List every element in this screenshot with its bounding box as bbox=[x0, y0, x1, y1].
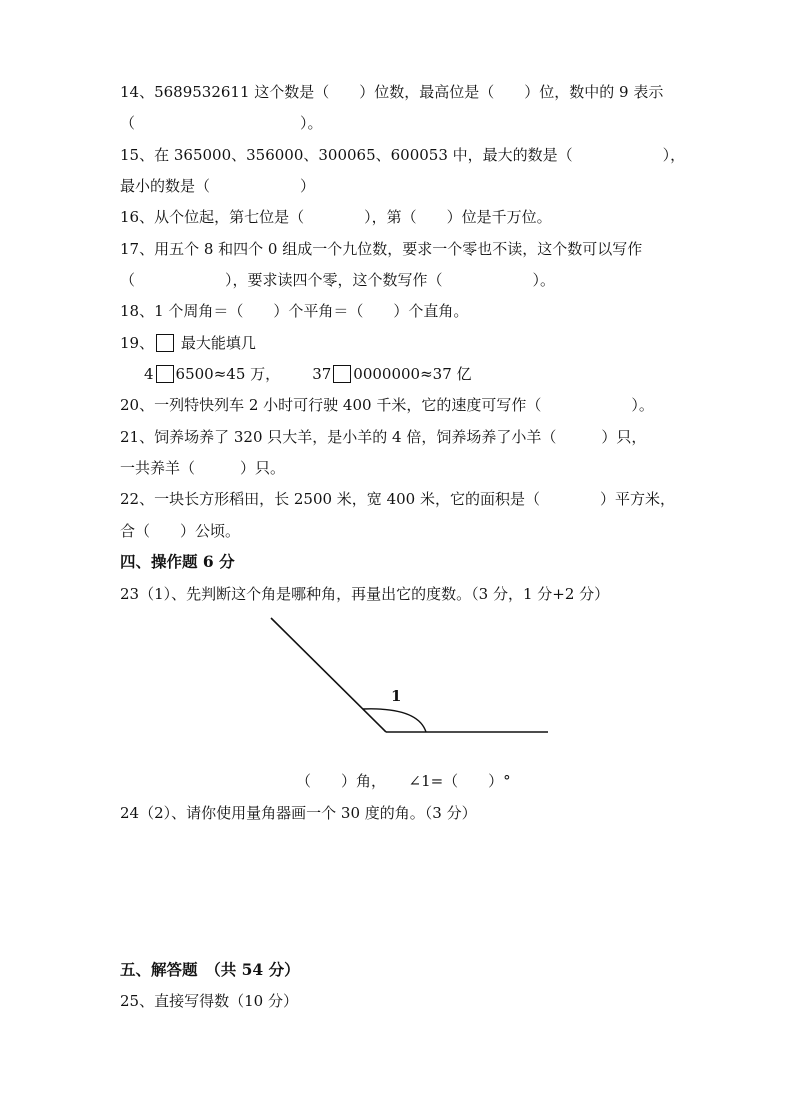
q20-line1: 20、一列特快列车 2 小时可行驶 400 千米，它的速度可写作（ ）。 bbox=[120, 396, 654, 414]
q19-b-pre: 37 bbox=[312, 365, 332, 383]
q21-line1: 21、饲养场养了 320 只大羊，是小羊的 4 倍，饲养场养了小羊（ ）只， bbox=[120, 428, 647, 446]
q15-line2: 最小的数是（ ） bbox=[120, 177, 316, 195]
q25-line1: 25、直接写得数（10 分） bbox=[120, 992, 298, 1010]
q15-line1: 15、在 365000、356000、300065、600053 中，最大的数是（ ）， bbox=[120, 146, 686, 164]
q14-line2: （ ）。 bbox=[120, 114, 323, 132]
q19-a-pre: 4 bbox=[144, 365, 154, 383]
q17-line1: 17、用五个 8 和四个 0 组成一个九位数，要求一个零也不读，这个数可以写作 bbox=[120, 240, 643, 258]
q18-line1: 18、1 个周角＝（ ）个平角＝（ ）个直角。 bbox=[120, 302, 469, 320]
q19-b-post: 0000000≈37 亿 bbox=[353, 365, 472, 383]
q19-a-post: 6500≈45 万， bbox=[175, 365, 273, 383]
q23-answer-line: （ ）角， ∠1=（ ）° bbox=[296, 772, 511, 790]
section-4-title: 四、操作题 6 分 bbox=[120, 552, 235, 571]
q19-prefix: 19、 bbox=[120, 334, 155, 352]
q16-line1: 16、从个位起，第七位是（ ），第（ ）位是千万位。 bbox=[120, 208, 552, 226]
q19-suffix: 最大能填几 bbox=[180, 334, 256, 352]
angle-ray-left bbox=[271, 618, 386, 732]
q23-line1: 23（1）、先判断这个角是哪种角，再量出它的度数。（3 分，1 分+2 分） bbox=[120, 585, 610, 603]
q24-line1: 24（2）、请你使用量角器画一个 30 度的角。（3 分） bbox=[120, 804, 477, 822]
q22-line1: 22、一块长方形稻田，长 2500 米，宽 400 米，它的面积是（ ）平方米， bbox=[120, 490, 675, 508]
section-5-title: 五、解答题 （共 54 分） bbox=[120, 960, 300, 979]
angle-label: 1 bbox=[391, 687, 402, 705]
q17-line2: （ ），要求读四个零，这个数写作（ ）。 bbox=[120, 271, 556, 289]
q14-line1: 14、5689532611 这个数是（ ）位数，最高位是（ ）位，数中的 9 表示 bbox=[120, 83, 664, 101]
angle-arc bbox=[363, 709, 426, 732]
q22-line2: 合（ ）公顷。 bbox=[120, 522, 241, 540]
q21-line2: 一共养羊（ ）只。 bbox=[120, 459, 286, 477]
